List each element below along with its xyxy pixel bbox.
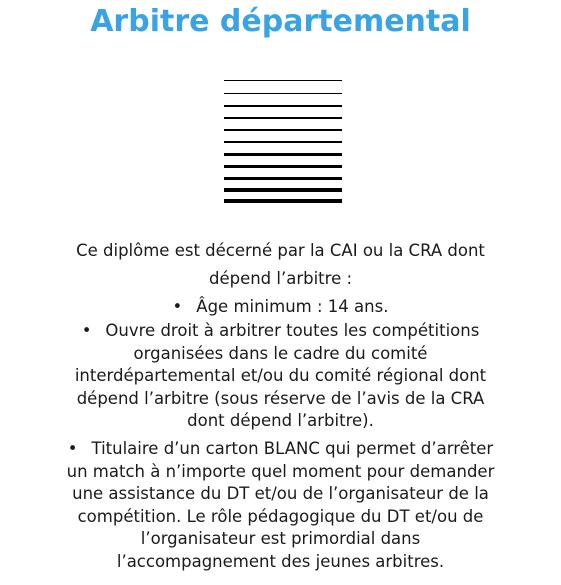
bullet-line: un match à n’importe quel moment pour demander: [66, 461, 495, 481]
stripe-line: [224, 199, 342, 203]
stripe-line: [224, 141, 342, 143]
stripe-line: [224, 117, 342, 119]
intro-paragraph: [0, 237, 561, 293]
stacked-lines-icon: [224, 80, 342, 204]
bullet-icon: •: [172, 297, 183, 316]
page-title: Arbitre départemental: [90, 4, 471, 39]
intro-line: dépend l’arbitre :: [208, 269, 353, 288]
bullet-item-rights: [0, 320, 561, 433]
stripe-line: [224, 188, 342, 192]
bullet-line: interdépartemental et/ou du comité régional dont: [74, 366, 487, 385]
bullet-line: [0, 320, 561, 343]
bullet-icon: •: [67, 439, 78, 458]
bullet-text: Âge minimum : 14 ans.: [196, 297, 389, 316]
stripe-line: [224, 105, 342, 107]
stripe-line: [224, 80, 342, 81]
stripe-line: [224, 165, 342, 168]
bullet-line: dont dépend l’arbitre).: [187, 411, 374, 430]
bullet-line: [0, 438, 561, 461]
bullet-item-card: [0, 438, 561, 573]
stripe-line: [224, 177, 342, 180]
bullet-line: une assistance du DT et/ou de l’organisateur de la: [72, 484, 489, 503]
intro-line: Ce diplôme est décerné par la CAI ou la CRA dont: [76, 241, 485, 260]
bullet-text: Titulaire d’un carton BLANC qui permet d’arrêter: [91, 439, 494, 458]
bullet-line: l’accompagnement des jeunes arbitres.: [116, 551, 445, 571]
bullet-line: organisées dans le cadre du comité: [133, 343, 428, 363]
stripe-line: [224, 93, 342, 94]
bullet-line: l’organisateur est primordial dans: [140, 529, 421, 548]
stripe-line: [224, 129, 342, 131]
bullet-text: Ouvre droit à arbitrer toutes les compétitions: [105, 321, 480, 340]
bullet-line: dépend l’arbitre (sous réserve de l’avis de la CRA: [76, 388, 485, 408]
bullet-item-age: [0, 296, 561, 319]
bullet-icon: •: [81, 321, 92, 340]
bullet-line: compétition. Le rôle pédagogique du DT et/ou de: [77, 506, 484, 526]
stripe-line: [224, 153, 342, 156]
bullet-line: [0, 296, 561, 319]
